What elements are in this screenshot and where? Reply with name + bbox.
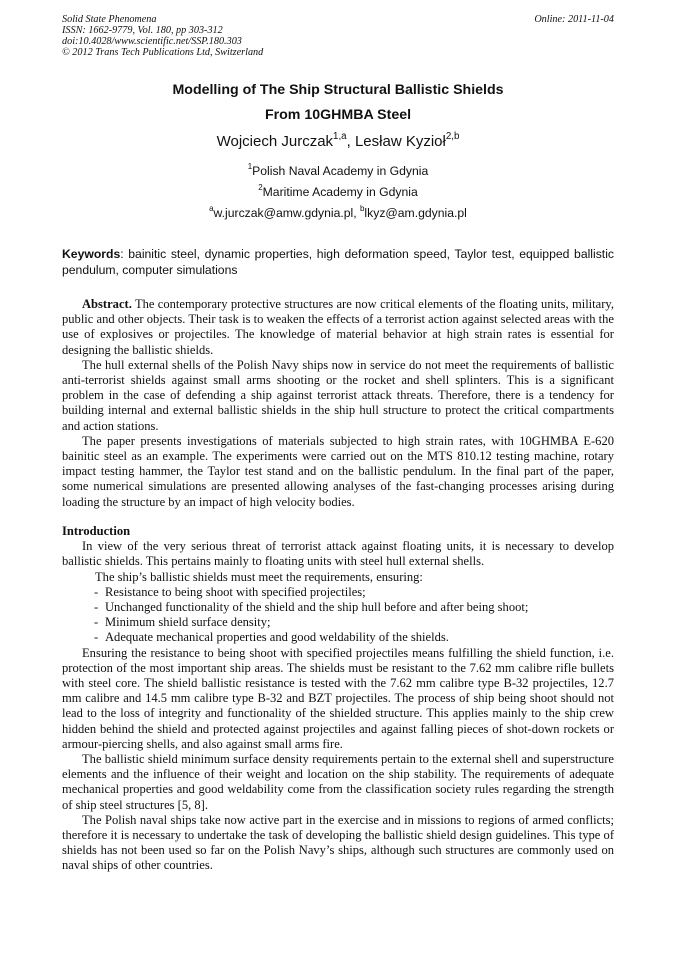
list-item — [94, 600, 614, 615]
doi-line: doi:10.4028/www.scientific.net/SSP.180.303 — [62, 36, 242, 47]
abstract-paragraph-1-text: The contemporary protective structures are now critical elements of the floating units, military, public and other objects. Their task is to weaken the effects of a terrorist action against selected areas with the use of explosives or projectiles. The knowledge of material behavior at high strain rates is essential for designing the ballistic shields. — [62, 297, 614, 357]
online-date: Online: 2011-11-04 — [534, 14, 614, 25]
list-item — [94, 615, 614, 630]
affiliation-1-mark: 1 — [247, 162, 253, 172]
list-item-text: Unchanged functionality of the shield and the ship hull before and after being shoot; — [105, 600, 529, 615]
keywords — [62, 247, 614, 278]
introduction-paragraph-1: In view of the very serious threat of terrorist attack against floating units, it is necessary to develop ballistic shields. This pertains mainly to floating units with steel hull external shells. — [62, 539, 614, 569]
affiliation-2-mark: 2 — [258, 183, 263, 193]
introduction-heading: Introduction — [62, 524, 131, 538]
list-dash: - — [94, 600, 99, 615]
journal-header — [62, 14, 614, 58]
keywords-text: : bainitic steel, dynamic properties, high deformation speed, Taylor test, equipped ballistic pendulum, computer simulations — [62, 247, 614, 277]
author-emails — [62, 206, 614, 220]
affiliation-1 — [62, 164, 614, 178]
issn-line: ISSN: 1662-9779, Vol. 180, pp 303-312 — [62, 25, 223, 36]
list-item — [94, 585, 614, 600]
list-item-text: Adequate mechanical properties and good weldability of the shields. — [105, 630, 449, 645]
abstract-paragraph-1 — [62, 297, 614, 358]
email-2-mark: b — [360, 204, 365, 214]
author-1-affiliation-mark: 1,a — [333, 130, 347, 142]
affiliation-2-text: Maritime Academy in Gdynia — [262, 185, 418, 199]
introduction-section — [62, 524, 614, 874]
list-dash: - — [94, 584, 99, 599]
email-2: lkyz@am.gdynia.pl — [364, 206, 467, 220]
abstract-paragraph-2: The hull external shells of the Polish Navy ships now in service do not meet the requirements of ballistic anti-terrorist shields against small arms shooting or the rocket and shell splinters. This is a significant problem in the case of defending a ship against terrorist attack threats. Therefore, there is a tendency for building internal and external ballistic shields in the ship hull structure to protect the critical compartments and action stations. — [62, 357, 614, 433]
affiliation-2 — [62, 185, 614, 199]
author-2-affiliation-mark: 2,b — [445, 130, 460, 142]
list-dash: - — [94, 615, 99, 630]
introduction-paragraph-2: The ship’s ballistic shields must meet the requirements, ensuring: — [95, 569, 423, 584]
requirements-list — [62, 585, 614, 646]
abstract-section — [62, 297, 614, 510]
paper-title-line-2: From 10GHMBA Steel — [264, 107, 412, 123]
list-item — [94, 630, 614, 645]
author-2: Lesław Kyzioł — [354, 133, 446, 150]
list-item-text: Resistance to being shoot with specified projectiles; — [105, 584, 366, 599]
affiliation-1-text: Polish Naval Academy in Gdynia — [252, 164, 429, 178]
author-1: Wojciech Jurczak — [216, 133, 334, 150]
introduction-paragraph-3: Ensuring the resistance to being shoot with specified projectiles means fulfilling the shield function, i.e. protection of the most important ship areas. The shields must be resistant to the 7.62 mm calibre rifle bullets with steel core. The shield ballistic resistance is tested with the 7.62 mm calibre type B-32 projectiles, 12.7 mm calibre and 14.5 mm calibre type B-32 and BZT projectiles. The process of ship being shoot should not lead to the loss of integrity and functionality of the shielded structure. This applies mainly to the ship crew hidden behind the shield and protected against projectiles and against falling pieces of shot-down rockets or armour-piercing shells, and also against small arms fire. — [62, 645, 614, 751]
list-item-text: Minimum shield surface density; — [105, 615, 271, 630]
abstract-paragraph-3: The paper presents investigations of materials subjected to high strain rates, with 10GHMBA E-620 bainitic steel as an example. The experiments were carried out on the MTS 810.12 testing machine, rotary impact testing hammer, the Taylor test stand and on the ballistic pendulum. In the final part of the paper, some numerical simulations are presented allowing analyses of the fast-changing processes arising during loading the structure by an impact of high velocity bodies. — [62, 433, 614, 509]
introduction-paragraph-4: The ballistic shield minimum surface density requirements pertain to the external shell and superstructure elements and the influence of their weight and location on the ship stability. The requirements of adequate mechanical properties and good weldability come from the classification society rules regarding the strength of ship steel structures [5, 8]. — [62, 752, 614, 812]
introduction-paragraph-5: The Polish naval ships take now active part in the exercise and in missions to regions of armed conflicts; therefore it is necessary to undertake the task of developing the ballistic shield design guidelines. This type of shields has not been used so far on the Polish Navy’s ships, although such structures are commonly used on naval ships of other countries. — [62, 812, 614, 873]
list-dash: - — [94, 630, 99, 645]
paper-title-line-1: Modelling of The Ship Structural Ballistic Shields — [172, 82, 504, 98]
author-separator: , — [346, 133, 355, 150]
email-1: w.jurczak@amw.gdynia.pl, — [213, 206, 361, 220]
copyright-line: © 2012 Trans Tech Publications Ltd, Switzerland — [62, 47, 264, 58]
author-list — [62, 130, 614, 150]
journal-name: Solid State Phenomena — [62, 14, 157, 25]
abstract-label: Abstract. — [82, 297, 132, 311]
keywords-label: Keywords — [62, 247, 121, 261]
email-1-mark: a — [209, 204, 214, 214]
